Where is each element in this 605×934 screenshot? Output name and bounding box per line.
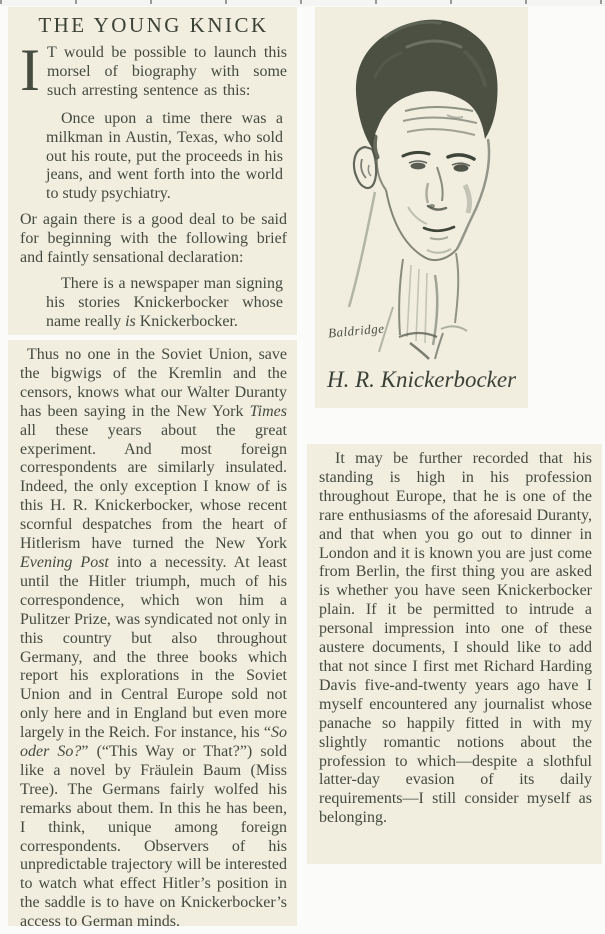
quote-milkman: Once upon a time there was a milkman in Austin, Texas, who sold out his route, put the proceeds in his jeans, and went forth into the world to study psychiatry.: [46, 109, 283, 203]
quote-newspaperman: There is a newspaper man signing his stories Knickerbocker whose name really is Knickerbocker.: [46, 274, 283, 330]
portrait-sketch-image: [315, 7, 528, 362]
drop-cap: I: [20, 37, 40, 103]
portrait-caption: H. R. Knickerbocker: [327, 367, 517, 392]
intro-block: [8, 7, 297, 335]
paragraph-declaration: Or again there is a good deal to be said for beginning with the following brief and faintly sensational declaration:: [20, 211, 287, 267]
page-top-edge: [0, 0, 605, 6]
right-main-block: [307, 444, 602, 864]
paragraph-thus: Thus no one in the Soviet Union, save the bigwigs of the Kremlin and the censors, knows what our Walter Duranty has been saying in the New York Times all these years about the great experiment. And most foreign correspondents are similarly insulated. Indeed, the only exception I know of is this H. R. Knickerbocker, whose recent scornful despatches from the heart of Hitlerism have turned the New York Evening Post into a necessity. At least until the Hitler triumph, much of his correspondence, which won him a Pulitzer Prize, was syndicated not only in this country but also throughout Germany, and the three books which report his explorations in the Soviet Union and in Central Europe sold not only here and in England but even more largely in the Reich. For instance, his “So oder So?” (“This Way or That?”) sold like a novel by Fräulein Baum (Miss Tree). The Germans fairly wolfed his remarks about them. In this he has been, I think, unique among foreign correspondents. Observers of his unpredictable trajectory will be interested to watch what effect Hitler’s position in the saddle is to have on Knickerbocker’s access to German minds.: [20, 346, 288, 931]
paragraph-recorded: It may be further recorded that his standing is high in his profession throughout Europe, that he is one of the rare enthusiasms of the aforesaid Duranty, and that when you go out to dinner in London and it is known you are just come from Berlin, the first thing you are asked is whether you have seen Knickerbocker plain. If it be permitted to intrude a personal impression into one of these austere documents, I should like to add that not since I first met Richard Harding Davis five-and-twenty years ago have I myself encountered any journalist whose panache so happily fitted in with my slightly romantic notions about the profession to which—despite a slothful latter-day evasion of its daily requirements—I still consider myself as belonging.: [319, 450, 592, 827]
opening-text: T would be possible to launch this morsel of biography with some such arresting sentence as this:: [46, 44, 287, 99]
portrait-block: [315, 7, 528, 408]
left-main-block: [8, 340, 297, 931]
opening-paragraph: [20, 37, 287, 103]
portrait-sketch: [315, 7, 528, 362]
artist-signature: Baldridge: [327, 320, 386, 341]
article-title: THE YOUNG KNICK: [38, 13, 269, 37]
